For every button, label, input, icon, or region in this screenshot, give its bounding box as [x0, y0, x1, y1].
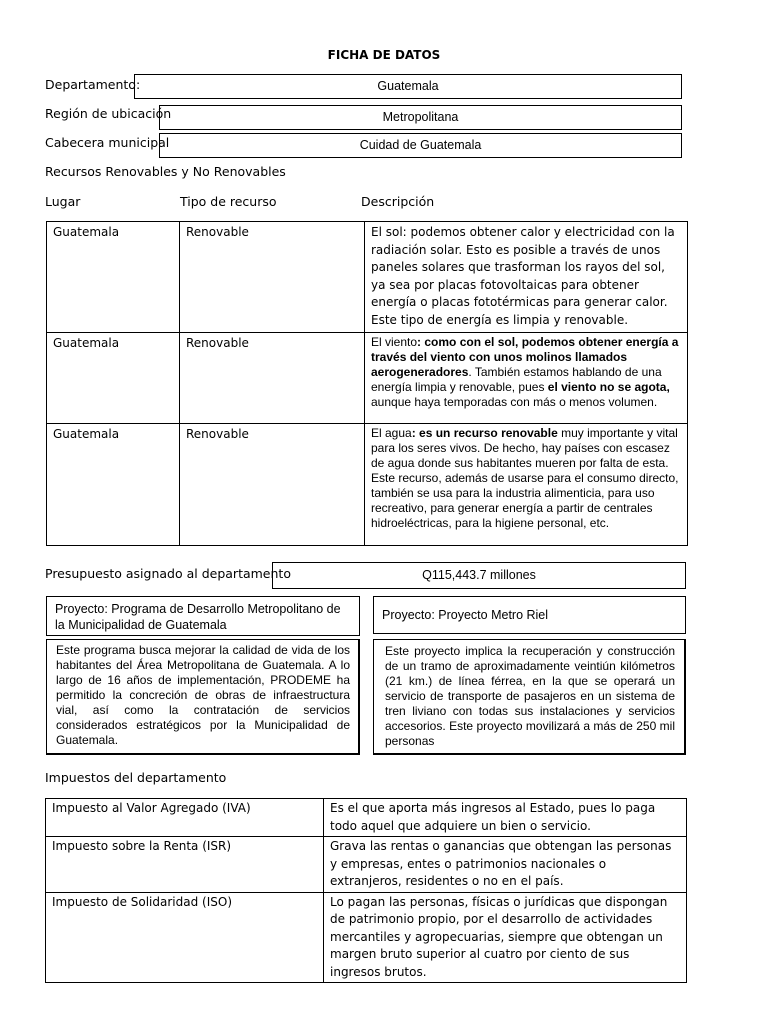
row-descripcion: El viento: como con el sol, podemos obtener energía a través del viento con unos molinos llamados aerogeneradores. También estamos hablando de una energía limpia y renovable, pues el viento no se agota, aunque haya temporadas con más o menos volumen.	[365, 332, 688, 423]
impuesto-desc: Lo pagan las personas, físicas o jurídicas que dispongan de patrimonio propio, por el desarrollo de actividades mercantiles y agropecuarias, siempre que obtengan un margen bruto superior al cuatro por ciento de sus ingresos brutos.	[324, 892, 687, 983]
cabecera-field: Cuidad de Guatemala	[159, 133, 682, 158]
table-row	[47, 332, 688, 423]
impuesto-name: Impuesto al Valor Agregado (IVA)	[46, 799, 324, 837]
table-row	[47, 423, 688, 545]
proyecto-2-text: Este proyecto implica la recuperación y construcción de un tramo de aproximadamente veintiún kilómetros (21 km.) de línea férrea, en la que se operará un servicio de transporte de pasajeros en un sistema de tren liviano con todas sus instalaciones y servicios accesorios. Este proyecto movilizará a más de 250 mil personas	[373, 639, 686, 755]
impuesto-name: Impuesto sobre la Renta (ISR)	[46, 837, 324, 893]
impuestos-section-title: Impuestos del departamento	[45, 770, 227, 785]
row-descripcion: El sol: podemos obtener calor y electricidad con la radiación solar. Esto es posible a través de unos paneles solares que trasforman los rayos del sol, ya sea por placas fotovoltaicas para obtener energía o placas fototérmicas para generar calor. Este tipo de energía es limpia y renovable.	[365, 222, 688, 333]
recursos-table	[46, 221, 688, 546]
proyecto-1-text: Este programa busca mejorar la calidad de vida de los habitantes del Área Metropolitana de Guatemala. A lo largo de 16 años de implementación, PRODEME ha permitido la concreción de obras de infraestructura vial, así como la contratación de servicios considerados estratégicos por la Municipalidad de Guatemala.	[46, 639, 360, 755]
proyecto-2-title: Proyecto: Proyecto Metro Riel	[373, 596, 686, 634]
header-tipo: Tipo de recurso	[180, 194, 277, 209]
departamento-label: Departamento:	[45, 77, 141, 92]
row-lugar: Guatemala	[47, 423, 180, 545]
cabecera-label: Cabecera municipal	[45, 135, 170, 150]
proyecto-1-title: Proyecto: Programa de Desarrollo Metropolitano de la Municipalidad de Guatemala	[46, 596, 360, 636]
row-descripcion: El agua: es un recurso renovable muy importante y vital para los seres vivos. De hecho, hay países con escasez de agua donde sus habitantes mueren por falta de esta. Este recurso, además de usarse para el consumo directo, también se usa para la industria alimenticia, para uso recreativo, para generar energía a partir de centrales hidroeléctricas, para la higiene personal, etc.	[365, 423, 688, 545]
row-tipo: Renovable	[180, 222, 365, 333]
presupuesto-field: Q115,443.7 millones	[272, 562, 686, 589]
impuesto-name: Impuesto de Solidaridad (ISO)	[46, 892, 324, 983]
row-lugar: Guatemala	[47, 222, 180, 333]
presupuesto-label: Presupuesto asignado al departamento	[45, 566, 291, 581]
table-row	[47, 222, 688, 333]
row-tipo: Renovable	[180, 332, 365, 423]
region-label: Región de ubicación	[45, 106, 172, 121]
region-field: Metropolitana	[159, 105, 682, 130]
header-lugar: Lugar	[45, 194, 81, 209]
impuesto-desc: Es el que aporta más ingresos al Estado, pues lo paga todo aquel que adquiere un bien o servicio.	[324, 799, 687, 837]
departamento-field: Guatemala	[134, 74, 682, 99]
recursos-section-title: Recursos Renovables y No Renovables	[45, 164, 286, 179]
row-tipo: Renovable	[180, 423, 365, 545]
impuestos-table	[45, 798, 687, 983]
row-lugar: Guatemala	[47, 332, 180, 423]
header-descripcion: Descripción	[361, 194, 435, 209]
table-row	[46, 837, 687, 893]
table-row	[46, 799, 687, 837]
impuesto-desc: Grava las rentas o ganancias que obtengan las personas y empresas, entes o patrimonios nacionales o extranjeros, residentes o no en el país.	[324, 837, 687, 893]
table-row	[46, 892, 687, 983]
page-title: FICHA DE DATOS	[327, 48, 441, 62]
